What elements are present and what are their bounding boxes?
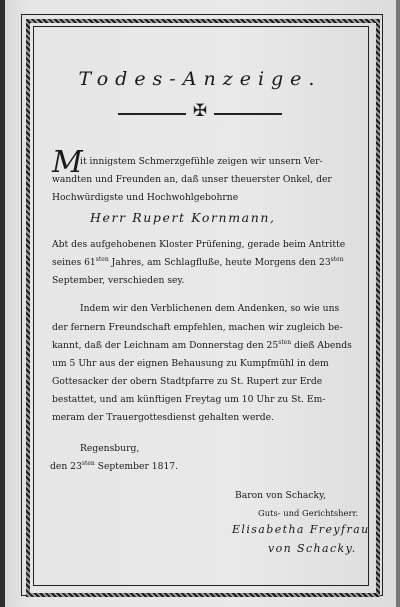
date-line [50,461,178,472]
signature-lady: Elisabetha Freyfrau [232,523,370,536]
ordinal-suffix: sten [81,459,95,467]
body-line: wandten und Freunden an, daß unser theuerster Onkel, der [52,174,332,185]
signature-baron: Baron von Schacky, [235,490,326,501]
place-line: Regensburg, [80,443,140,454]
page-shadow-right [396,0,400,607]
body-line: it innigstem Schmerzgefühle zeigen wir unsern Ver- [80,156,323,167]
page-shadow-left [0,0,5,607]
body-line: September, verschieden sey. [52,275,185,286]
ornament-line-right [214,113,282,115]
drop-cap: M [52,145,83,180]
body-line: um 5 Uhr aus der eignen Behausung zu Kumpfmühl in dem [52,358,329,369]
deceased-name: Herr Rupert Kornmann, [90,210,276,225]
burial-text: kannt, daß der Leichnam am Donnerstag den 25 [52,340,279,351]
age-text-2: Jahres, am Schlagfluße, heute Morgens den 23 [108,257,331,268]
burial-text-2: dieß Abends [291,340,352,351]
body-line: Hochwürdigste und Hochwohlgebohrne [52,192,239,203]
document-title: Todes-Anzeige. [78,68,322,90]
signature-baron-title: Guts- und Gerichtsherr. [258,508,359,518]
ordinal-suffix: sten [330,255,344,263]
ordinal-suffix: sten [95,255,109,263]
body-line: Indem wir den Verblichenen dem Andenken, so wie uns [80,303,340,314]
body-line [52,254,344,272]
body-line [52,337,352,355]
age-text: seines 61 [52,257,96,268]
body-line: meram der Trauergottesdienst gehalten werde. [52,412,275,423]
body-line: Abt des aufgehobenen Kloster Prüfening, gerade beim Antritte [52,239,346,250]
date-text-2: September 1817. [94,461,179,472]
ornament-line-left [118,113,186,115]
title-ornament [118,101,282,123]
body-line: Gottesacker der obern Stadtpfarre zu St. Rupert zur Erde [52,376,323,387]
signature-lady-name: von Schacky. [268,542,357,555]
date-text: den 23 [50,461,82,472]
ordinal-suffix: sten [278,338,292,346]
maltese-cross-icon: ✠ [192,101,208,121]
body-line: der fernern Freundschaft empfehlen, machen wir zugleich be- [52,322,343,333]
body-line: bestattet, und am künftigen Freytag um 10 Uhr zu St. Em- [52,394,326,405]
